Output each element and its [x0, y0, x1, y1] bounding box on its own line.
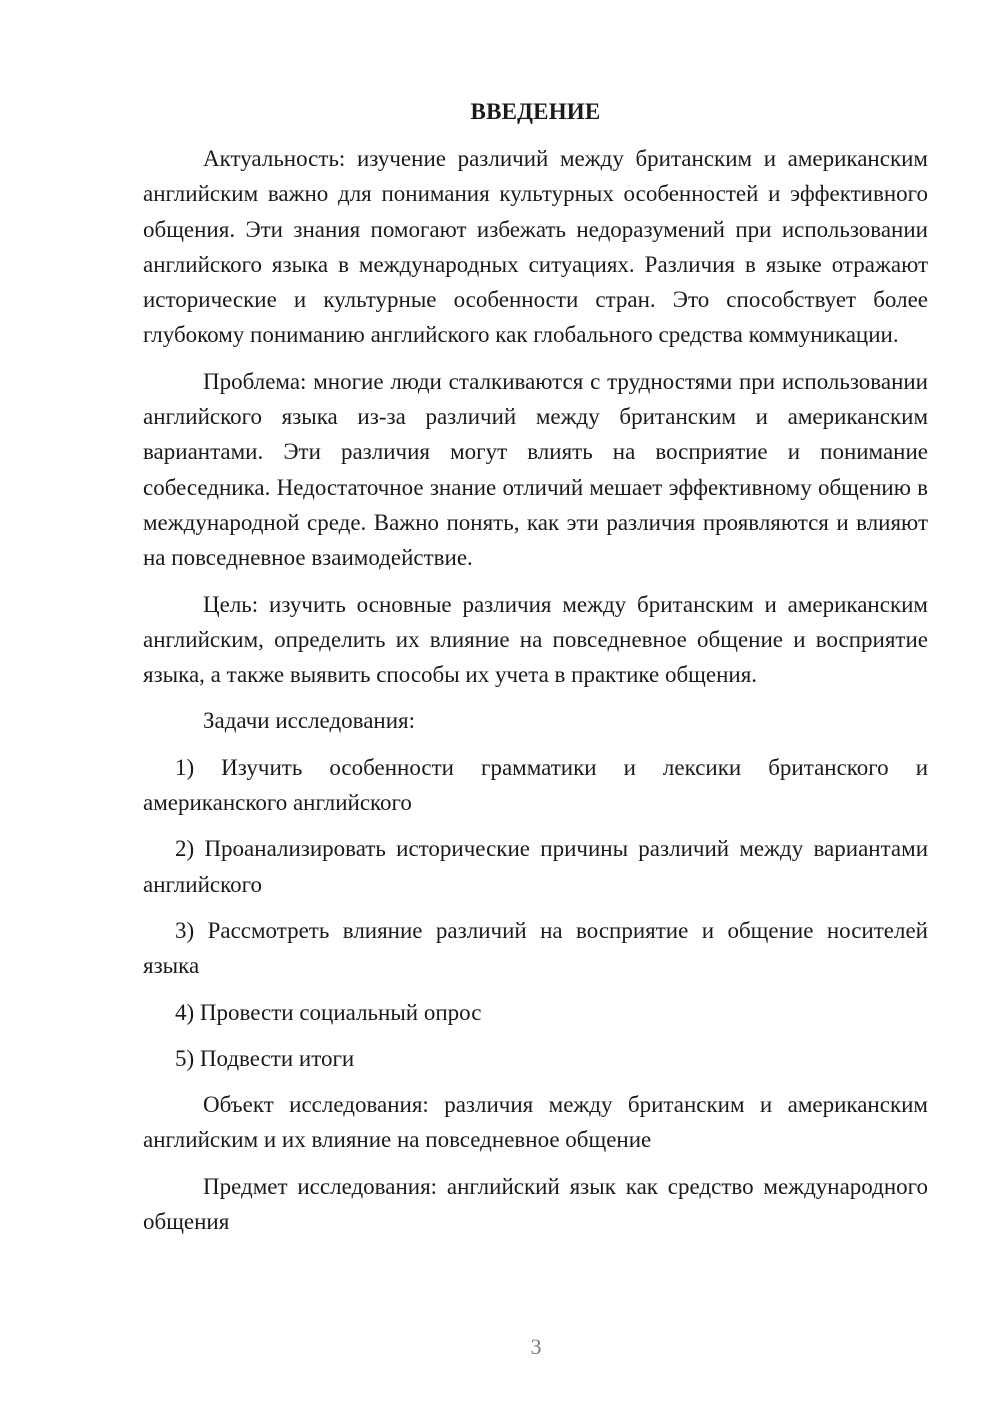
paragraph-relevance: Актуальность: изучение различий между британским и американским английским важно для понимания культурных особенностей и эффективного общения. Эти знания помогают избежать недоразумений при использовании английского языка в международных ситуациях. Различия в языке отражают исторические и культурные особенности стран. Это способствует более глубокому пониманию английского как глобального средства коммуникации. — [143, 146, 928, 348]
paragraph-research-subject: Предмет исследования: английский язык как средство международного общения — [143, 1173, 928, 1235]
paragraph-research-object: Объект исследования: различия между британским и американским английским и их влияние на повседневное общение — [143, 1092, 928, 1153]
task-item-4: 4) Провести социальный опрос — [175, 999, 482, 1025]
paragraph-problem: Проблема: многие люди сталкиваются с трудностями при использовании английского языка из-за различий между британским и американским вариантами. Эти различия могут влиять на восприятие и понимание собеседника. Недостаточное знание отличий мешает эффективному общению в международной среде. Важно понять, как эти различия проявляются и влияют на повседневное взаимодействие. — [143, 368, 928, 571]
paragraph-goal: Цель: изучить основные различия между британским и американским английским, определить их влияние на повседневное общение и восприятие языка, а также выявить способы их учета в практике общения. — [143, 591, 928, 688]
task-item-1: 1) Изучить особенности грамматики и лексики британского и американского английского — [143, 754, 928, 816]
section-heading: ВВЕДЕНИЕ — [470, 99, 601, 124]
task-item-5: 5) Подвести итоги — [175, 1045, 355, 1071]
paragraph-tasks-intro: Задачи исследования: — [203, 708, 416, 734]
task-item-2: 2) Проанализировать исторические причины различий между вариантами английского — [143, 836, 928, 897]
task-item-3: 3) Рассмотреть влияние различий на восприятие и общение носителей языка — [143, 917, 928, 979]
page-content — [143, 94, 928, 1250]
page-number: 3 — [530, 1334, 542, 1359]
